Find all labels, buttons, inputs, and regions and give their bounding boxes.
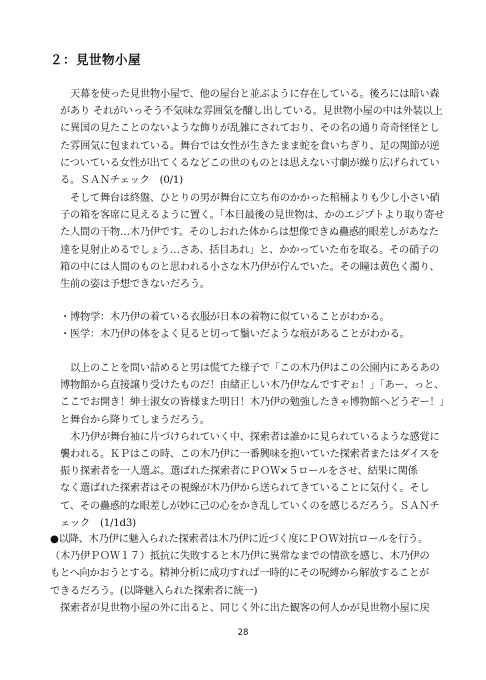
page-number: 28 [237,628,249,638]
paragraph-mummy [60,360,450,532]
text-line: についている女性が出てくるなどこの世のものとは思えない寸劇が繰り広げられてい [60,157,440,169]
paragraph-charmed-rules [50,531,442,617]
text-line: 博物館から直接譲り受けたものだ！由緒正しい木乃伊なんですぞぉ！」「あー、っと、 [60,380,445,392]
section-title: ２：見世物小屋 [50,52,142,67]
skill-check-list [60,309,440,343]
text-line: と舞台から降りてしまうだろう。 [60,414,210,426]
text-line: ここでお開き！紳士淑女の皆様また明日！木乃伊の勉強したきゃ博物館へどうぞー！」 [60,397,450,409]
text-line: 振り探索者を一人選ぶ。選ばれた探索者にＰＯＷ×５ロールをさせ、結果に関係 [60,466,418,478]
text-line: 生前の姿は予想できないだろう。 [60,279,210,291]
text-line: 探索者が見世物小屋の外に出ると、同じく外に出た観客の何人かが見世物小屋に戻 [50,602,430,614]
text-line: なく選ばれた探索者はその視線が木乃伊から送られてきていることに気付く。そし [60,483,430,495]
text-line: 達を見射止めるでしょう…さあ、括目あれ」と、かかっていた布を取る。その硝子の [60,244,440,256]
text-line: 以上のことを問い詰めると男は慌てた様子で「この木乃伊はこの公園内にあるあの [60,363,440,374]
text-line: 天幕を使った見世物小屋で、他の屋台と並ぶように存在している。後ろには暗い森 [60,89,440,100]
text-line: る。ＳＡＮチェック (0/1) [60,175,183,187]
list-item: ・博物学：木乃伊の着ている衣服が日本の着物に似ていることがわかる。 [60,312,390,323]
text-line: た人間の干物…木乃伊です。そのしおれた体からは想像できぬ蠱惑的眼差しがあなた [60,227,439,239]
text-line: ●以降、木乃伊に魅入られた探索者は木乃伊に近づく度にＰＯＷ対抗ロールを行う。 [50,534,429,545]
text-line: 襲われる。ＫＰはこの時、この木乃伊に一番興味を抱いていた探索者またはダイスを [60,449,440,461]
text-line: そして舞台は終盤、ひとりの男が舞台に立ち布のかかった棺桶よりも少し小さい硝 [60,193,440,204]
text-line: 子の箱を客席に見えるように置く。「本日最後の見世物は、かのエジプトより取り寄せ [60,210,445,222]
text-line: （木乃伊ＰＯＷ１７）抵抗に失敗すると木乃伊に異常なまでの情欲を感じ、木乃伊の [50,551,430,563]
text-line: た雰囲気に包まれている。舞台では女性が生きたまま蛇を食いちぎり、足の関節が逆 [60,140,440,152]
text-line: があり それがいっそう不気味な雰囲気を醸し出している。見世物小屋の中は外装以上 [60,106,443,118]
text-line: 木乃伊が舞台袖に片づけられていく中、探索者は誰かに見られているような感覚に [60,431,440,443]
text-line: 箱の中には人間のものと思われる小さな木乃伊が佇んでいた。その瞳は黄色く濁り、 [60,261,440,273]
text-line: できるだろう。(以降魅入られた探索者に統一) [50,585,258,597]
paragraph-intro [60,86,443,189]
list-item: ・医学：木乃伊の体をよく見ると切って鬚いだような痕があることがわかる。 [60,329,410,341]
text-line: に異国の見たことのないような飾りが乱雑にされており、その名の通り奇奇怪怪とし [60,123,440,135]
paragraph-stage [60,190,445,293]
text-line: て、その蠱惑的な眼差しが妙に己の心をかき乱していくのを感じるだろう。ＳＡＮチ [60,500,440,512]
text-line: もとへ向かおうとする。精神分析に成功すれば一時的にその呪縛から解放することが [50,568,430,580]
text-line: ェック (1/1d3) [60,517,136,529]
